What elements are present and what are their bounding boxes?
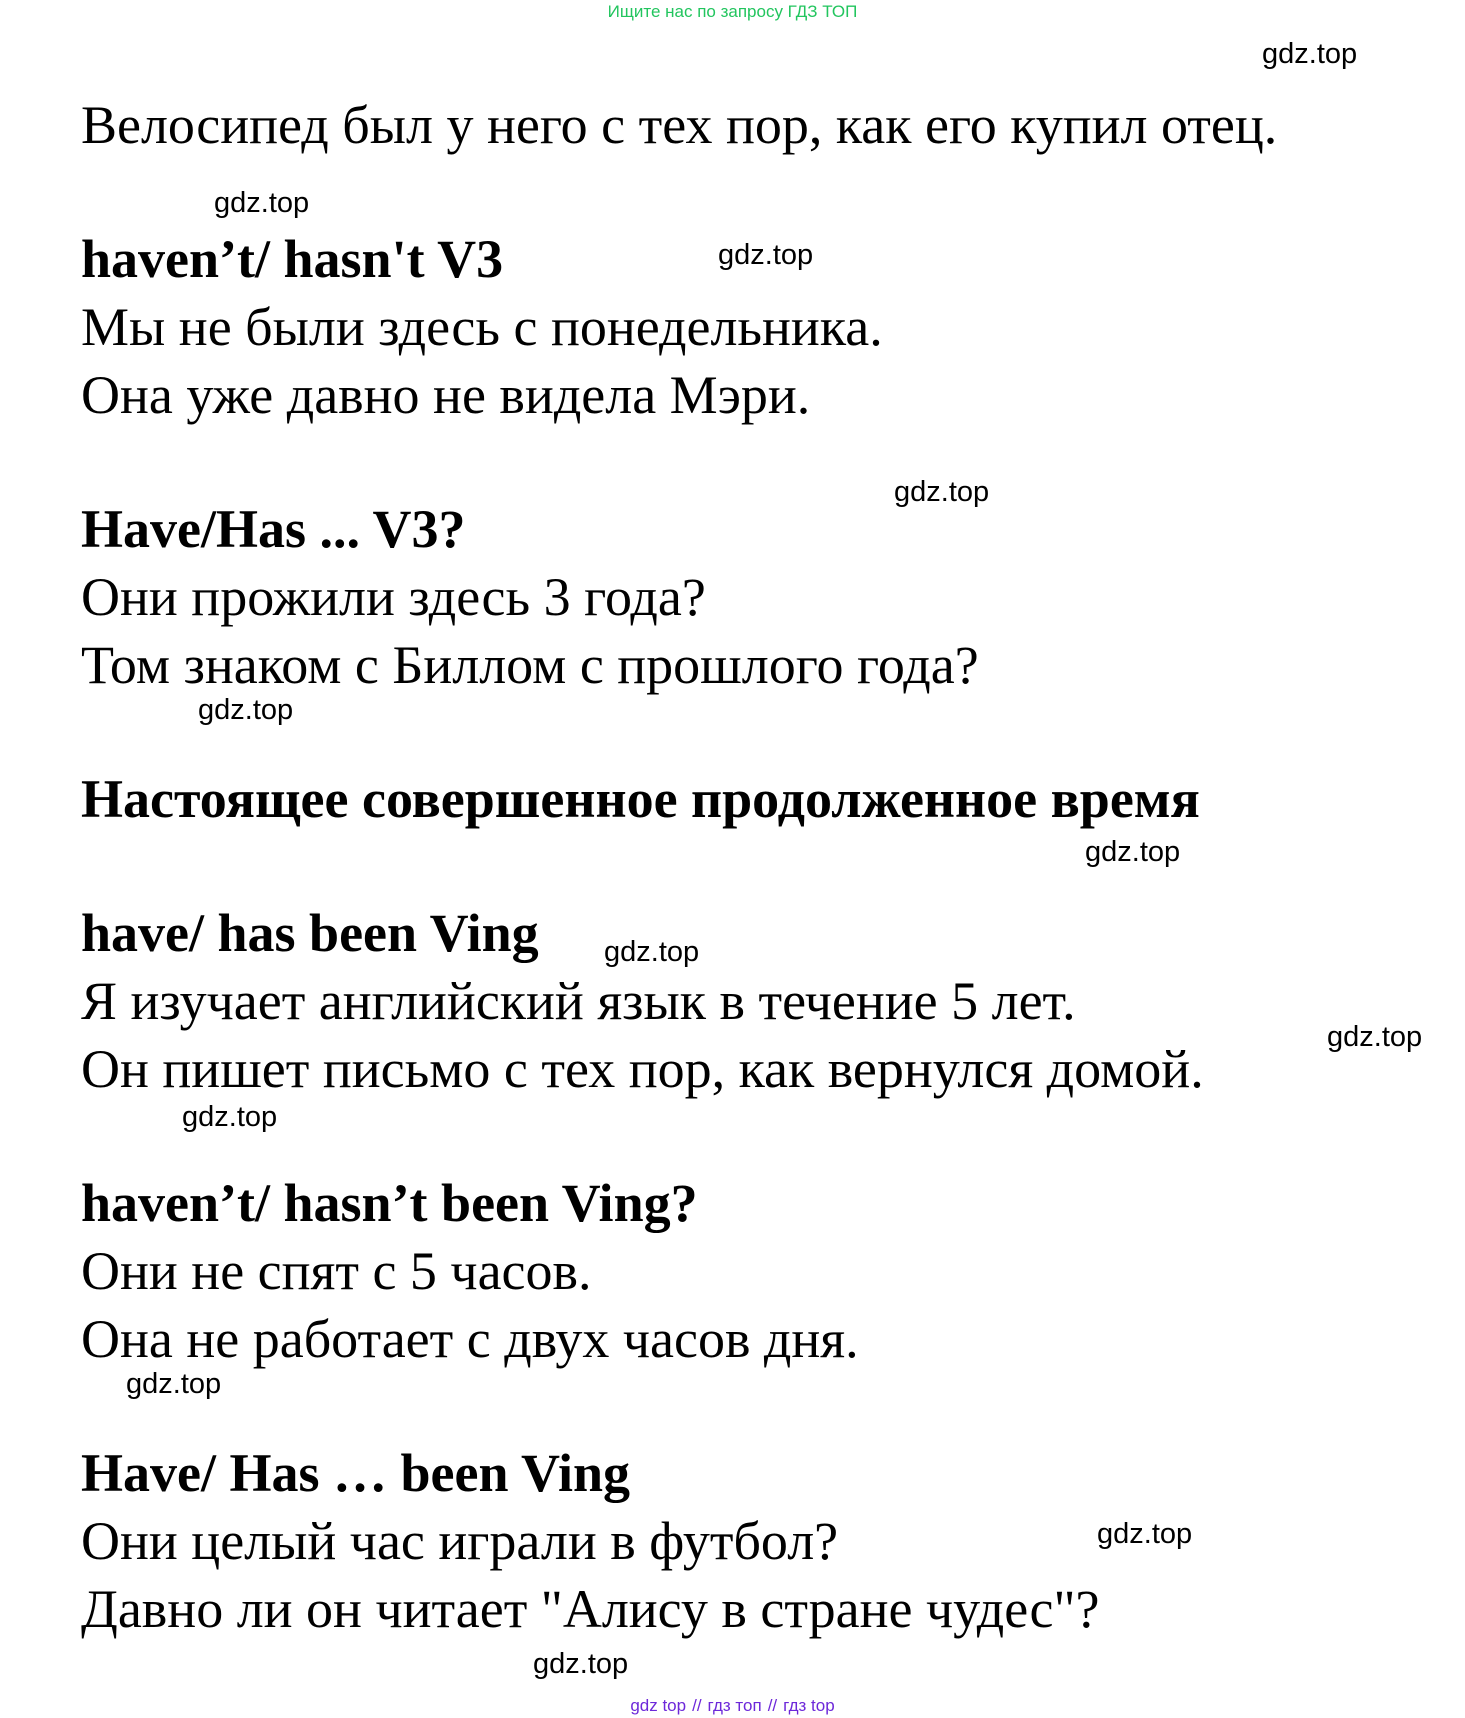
text-line: Он пишет письмо с тех пор, как вернулся домой. [81, 1039, 1204, 1099]
watermark: gdz.top [533, 1648, 629, 1680]
text-line: Они целый час играли в футбол? [81, 1511, 839, 1571]
top-banner: Ищите нас по запросу ГДЗ ТОП [607, 2, 858, 21]
section-heading: Have/Has ... V3? [81, 499, 466, 559]
text-line: Она уже давно не видела Мэри. [81, 365, 811, 425]
footer-separator: // [767, 1696, 778, 1715]
text-line: Мы не были здесь с понедельника. [81, 297, 883, 357]
text-line: Она не работает с двух часов дня. [81, 1309, 859, 1369]
footer-item: gdz top [630, 1696, 687, 1715]
text-line: Давно ли он читает "Алису в стране чудес"? [81, 1579, 1100, 1639]
watermark: gdz.top [1262, 38, 1358, 70]
watermark: gdz.top [718, 239, 814, 271]
footer [0, 1696, 1465, 1716]
text-line: Они прожили здесь 3 года? [81, 567, 706, 627]
footer-item: гдз топ [707, 1696, 762, 1715]
footer-separator: // [692, 1696, 702, 1715]
watermark: gdz.top [1327, 1021, 1423, 1053]
watermark: gdz.top [198, 694, 294, 726]
section-heading: have/ has been Ving [81, 903, 539, 963]
watermark: gdz.top [604, 936, 700, 968]
text-line: Я изучает английский язык в течение 5 лет. [81, 971, 1076, 1031]
footer-item: гдз top [783, 1696, 835, 1715]
section-heading: Настоящее совершенное продолженное время [81, 769, 1200, 829]
watermark: gdz.top [1097, 1518, 1193, 1550]
section-heading: haven’t/ hasn’t been Ving? [81, 1173, 698, 1233]
watermark: gdz.top [894, 476, 990, 508]
text-line: Велосипед был у него с тех пор, как его купил отец. [81, 95, 1278, 155]
text-line: Они не спят с 5 часов. [81, 1241, 592, 1301]
text-line: Том знаком с Биллом с прошлого года? [81, 635, 979, 695]
watermark: gdz.top [126, 1368, 222, 1400]
watermark: gdz.top [214, 187, 310, 219]
watermark: gdz.top [1085, 836, 1181, 868]
section-heading: Have/ Has … been Ving [81, 1443, 631, 1503]
watermark: gdz.top [182, 1101, 278, 1133]
section-heading: haven’t/ hasn't V3 [81, 229, 504, 289]
